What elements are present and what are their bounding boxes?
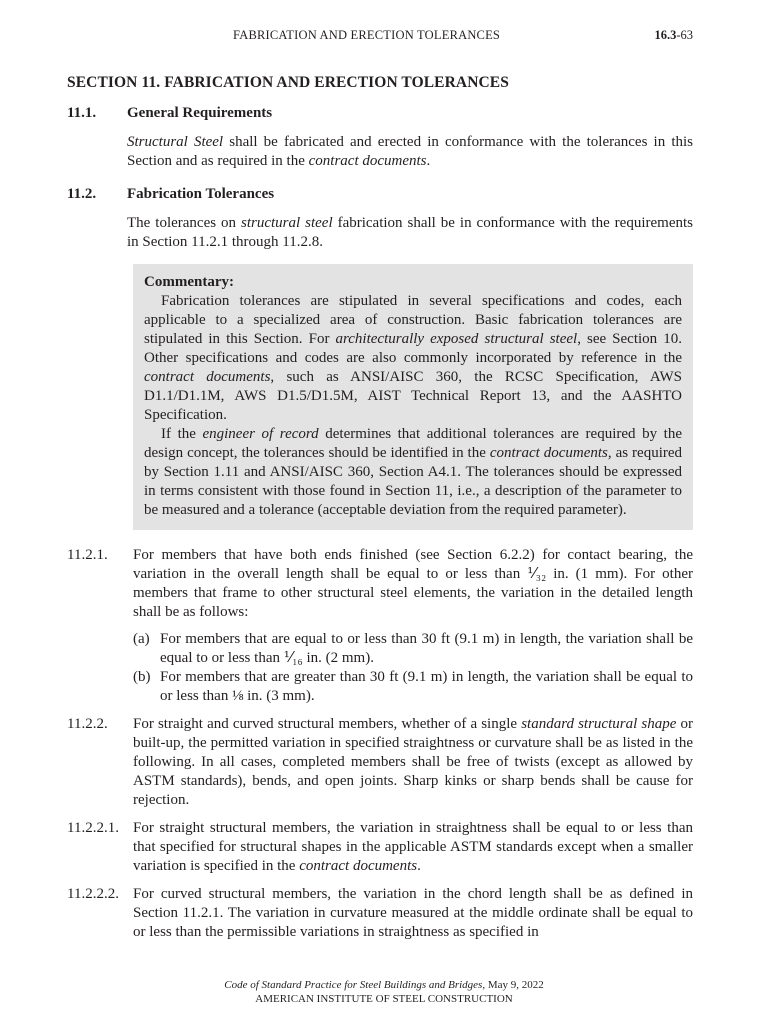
text-run: For straight structural members, the variation in straightness shall be equal to or less than that specified for structural shapes in the applicable ASTM standards except when a smaller variation is specified in the <box>133 820 693 874</box>
page-suffix: -63 <box>676 28 693 42</box>
text-run: determines that additional tolerances are required by the design concept, the tolerances should be identified in the <box>144 426 682 461</box>
list-item <box>133 668 693 706</box>
term-contract-documents: contract documents <box>308 153 427 169</box>
clause-11-2-2 <box>67 715 693 810</box>
clause-11-2-2-2 <box>67 885 693 942</box>
clause-text: For members that have both ends finished (see Section 6.2.2) for contact bearing, the variation in the overall length shall be equal to or less than ⅟₃₂ in. (1 mm). For other members that frame to other structural steel elements, the variation in the detailed length shall be as follows: <box>133 547 693 620</box>
term-contract-documents: contract documents <box>489 445 608 461</box>
term-engineer-of-record: engineer of record <box>202 426 319 442</box>
list-item-text: For members that are equal to or less than 30 ft (9.1 m) in length, the variation shall be equal to or less than ⅟₁₆ in. (2 mm). <box>160 631 693 666</box>
term-standard-structural-shape: standard structural shape <box>521 716 677 732</box>
heading-text: Fabrication Tolerances <box>127 186 275 202</box>
heading-number: 11.1. <box>67 105 97 121</box>
list-item-label: (b) <box>133 669 151 685</box>
term-structural-steel: structural steel <box>241 215 333 231</box>
commentary-box <box>133 264 693 530</box>
footer-publisher: AMERICAN INSTITUTE OF STEEL CONSTRUCTION <box>255 993 513 1005</box>
term-contract-documents: contract documents <box>299 858 418 874</box>
commentary-title: Commentary: <box>144 274 234 290</box>
clause-text <box>133 819 693 876</box>
clause-number: 11.2.2.2. <box>67 886 119 902</box>
term-structural-steel: Structural Steel <box>127 134 224 150</box>
list-item-label: (a) <box>133 631 150 647</box>
heading-11-1 <box>67 104 693 123</box>
footer-citation <box>0 978 768 992</box>
clause-sublist <box>133 630 693 706</box>
term-aess: architecturally exposed structural steel <box>335 331 578 347</box>
paragraph-11-2 <box>127 214 693 252</box>
heading-number: 11.2. <box>67 186 97 202</box>
list-item-text: For members that are greater than 30 ft (9.1 m) in length, the variation shall be equal to or less than ⅛ in. (3 mm). <box>160 669 693 704</box>
page-section: 16.3 <box>654 28 677 42</box>
text-run: Fabrication tolerances are stipulated in several specifications and codes, each applicable to a specialized area of construction. Basic fabrication tolerances are stipulated in this Section. For <box>144 293 682 347</box>
text-run: or built-up, the permitted variation in specified straightness or curvature shall be as listed in the following. In all cases, completed members shall be free of twists (except as allowed by ASTM standards), bends, and open joints. Sharp kinks or sharp bends shall be cause for rejection. <box>133 716 694 808</box>
text-run: The tolerances on <box>127 215 241 231</box>
text-run: For straight and curved structural members, whether of a single <box>133 716 522 732</box>
text-run: , such as ANSI/AISC 360, the RCSC Specification, AWS D1.1/D1.1M, AWS D1.5/D1.5M, AIST Technical Report 13, and the AASHTO Specification. <box>144 369 682 423</box>
commentary-paragraph <box>144 292 682 425</box>
page-footer <box>0 978 768 1006</box>
running-header <box>0 26 768 42</box>
term-contract-documents: contract documents <box>144 369 271 385</box>
heading-11-2 <box>67 185 693 204</box>
text-run: If the <box>161 426 203 442</box>
section-title: SECTION 11. FABRICATION AND ERECTION TOLERANCES <box>67 74 509 91</box>
heading-text: General Requirements <box>127 105 273 121</box>
clause-11-2-1 <box>67 546 693 622</box>
list-item <box>133 630 693 668</box>
clause-number: 11.2.2. <box>67 716 108 732</box>
text-run: shall be fabricated and erected in conformance with the tolerances in this Section and as required in the <box>127 134 693 169</box>
clause-text <box>133 715 693 810</box>
clause-number: 11.2.1. <box>67 547 108 563</box>
text-run: , see Section 10. Other specifications and codes are also commonly incorporated by reference in the <box>144 331 682 366</box>
text-run: fabrication shall be in conformance with the requirements in Section 11.2.1 through 11.2.8. <box>127 215 693 250</box>
main-content <box>67 73 693 951</box>
clause-number: 11.2.2.1. <box>67 820 119 836</box>
footer-publication-title: Code of Standard Practice for Steel Buildings and Bridges <box>224 979 483 991</box>
footer-date: , May 9, 2022 <box>482 979 544 991</box>
paragraph-11-1 <box>127 133 693 171</box>
text-run: . <box>426 153 431 169</box>
commentary-paragraph <box>144 425 682 520</box>
running-title: FABRICATION AND ERECTION TOLERANCES <box>233 28 501 42</box>
clause-text: For curved structural members, the variation in the chord length shall be as defined in Section 11.2.1. The variation in curvature measured at the middle ordinate shall be equal to or less than the permissible variations in straightness as specified in <box>133 886 693 940</box>
text-run: . <box>417 858 421 874</box>
page-number <box>654 26 693 45</box>
text-run: , as required by Section 1.11 and ANSI/AISC 360, Section A4.1. The tolerances should be expressed in terms consistent with those found in Section 11, i.e., a description of the parameter to be measured and a tolerance (acceptable deviation from the required parameter). <box>144 445 683 518</box>
clause-11-2-2-1 <box>67 819 693 876</box>
